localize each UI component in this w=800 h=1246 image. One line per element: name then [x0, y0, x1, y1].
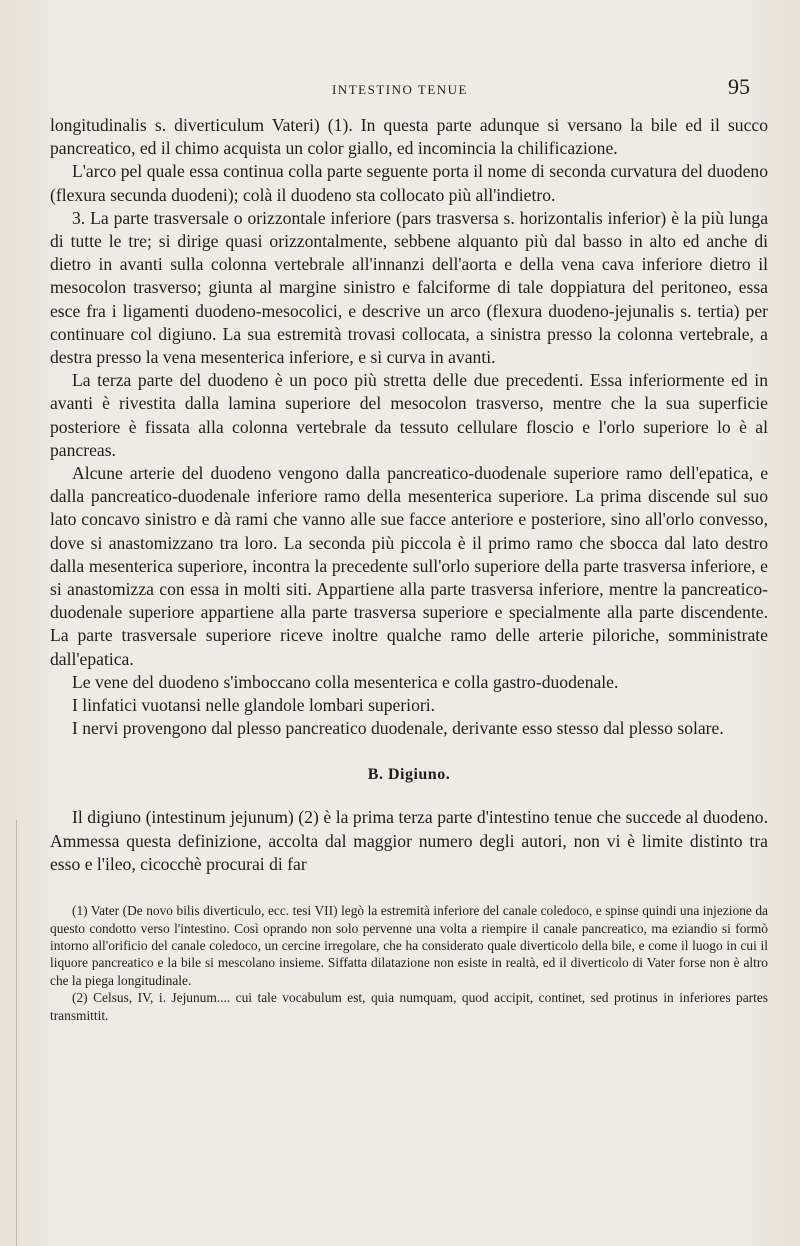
section-heading: B. Digiuno.	[367, 766, 451, 784]
page-header	[0, 74, 800, 104]
footnote: (2) Celsus, IV, i. Jejunum.... cui tale vocabulum est, quia numquam, quod accipit, continet, sed protinus in inferiores partes transmittit.	[50, 990, 768, 1023]
page-number: 95	[728, 74, 750, 99]
paragraph: I nervi provengono dal plesso pancreatico duodenale, derivante esso stesso dal plesso solare.	[72, 718, 724, 739]
paragraph: L'arco pel quale essa continua colla parte seguente porta il nome di seconda curvatura del duodeno (flexura secunda duodeni); colà il duodeno sta collocato più all'indietro.	[50, 161, 768, 205]
paragraph: 3. La parte trasversale o orizzontale inferiore (pars trasversa s. horizontalis inferior) è la più lunga di tutte le tre; si dirige quasi orizzontalmente, sebbene alquanto più dal basso in alto ed anche di dietro in avanti sulla colonna vertebrale all'innanzi dell'aorta e della vena cava inferiore dietro il mesocolon trasverso; giunta al margine sinistro e falciforme di tale doppiatura del peritoneo, essa esce fra i ligamenti duodeno-mesocolici, e descrive un arco (flexura duodeno-jejunalis s. tertia) per continuare col digiuno. La sua estremità trovasi collocata, a sinistra presso la colonna vertebrale, a destra presso la vena mesenterica inferiore, e si curva in avanti.	[50, 207, 768, 368]
paragraph: Le vene del duodeno s'imboccano colla mesenterica e colla gastro-duodenale.	[72, 671, 619, 692]
paragraph: La terza parte del duodeno è un poco più stretta delle due precedenti. Essa inferiormente ed in avanti è rivestita dalla lamina superiore del mesocolon trasverso, mentre che la sua superficie posteriore è fissata alla colonna vertebrale da tessuto cellulare floscio e l'orlo superiore lo è al pancreas.	[50, 370, 768, 460]
paragraph: Alcune arterie del duodeno vengono dalla pancreatico-duodenale superiore ramo dell'epatica, e dalla pancreatico-duodenale inferiore ramo della mesenterica superiore. La prima discende sul suo lato concavo sinistro e dà rami che vanno alle sue facce anteriore e posteriore, sino all'orlo convesso, dove si anastomizzano tra loro. La seconda più piccola è il primo ramo che sbocca dal lato destro dalla mesenterica superiore, incontra la precedente sull'orlo superiore della parte trasversa inferiore, e si anastomizza con essa in molti siti. Appartiene alla parte trasversa inferiore, mentre la pancreatico-duodenale superiore appartiene alla parte trasversa superiore e specialmente alla parte discendente. La parte trasversale superiore riceve inoltre qualche ramo delle arterie piloriche, somministrate dall'epatica.	[50, 463, 768, 669]
paragraph: longitudinalis s. diverticulum Vateri) (1). In questa parte adunque si versano la bile ed il succo pancreatico, ed il chimo acquista un color giallo, ed incomincia la chilificazione.	[50, 115, 768, 159]
running-head: INTESTINO TENUE	[332, 82, 468, 97]
paragraph: I linfatici vuotansi nelle glandole lombari superiori.	[72, 695, 436, 716]
footnote: (1) Vater (De novo bilis diverticulo, ecc. tesi VII) legò la estremità inferiore del canale coledoco, e spinse quindi una injezione da questo condotto verso l'intestino. Così oprando non solo pervenne una volta a riempire il canale pancreatico, ma eziandio si formò intorno all'orificio del canale coledoco, un cercine irregolare, che ha considerato quale diverticolo della bile, e come il luogo in cui il liquore pancreatico e la bile si mescolano insieme. Siffatta dilatazione non esiste in realtà, ed il diverticolo di Vater forse non è altro che la piega longitudinale.	[50, 903, 768, 988]
page-edge-shadow	[16, 820, 17, 1246]
page-content	[50, 114, 768, 1024]
paragraph: Il digiuno (intestinum jejunum) (2) è la prima terza parte d'intestino tenue che succede al duodeno. Ammessa questa definizione, accolta dal maggior numero degli autori, non vi è limite distinto tra esso e l'ileo, cicocchè procurai di far	[50, 807, 768, 874]
footnotes	[50, 902, 768, 1024]
